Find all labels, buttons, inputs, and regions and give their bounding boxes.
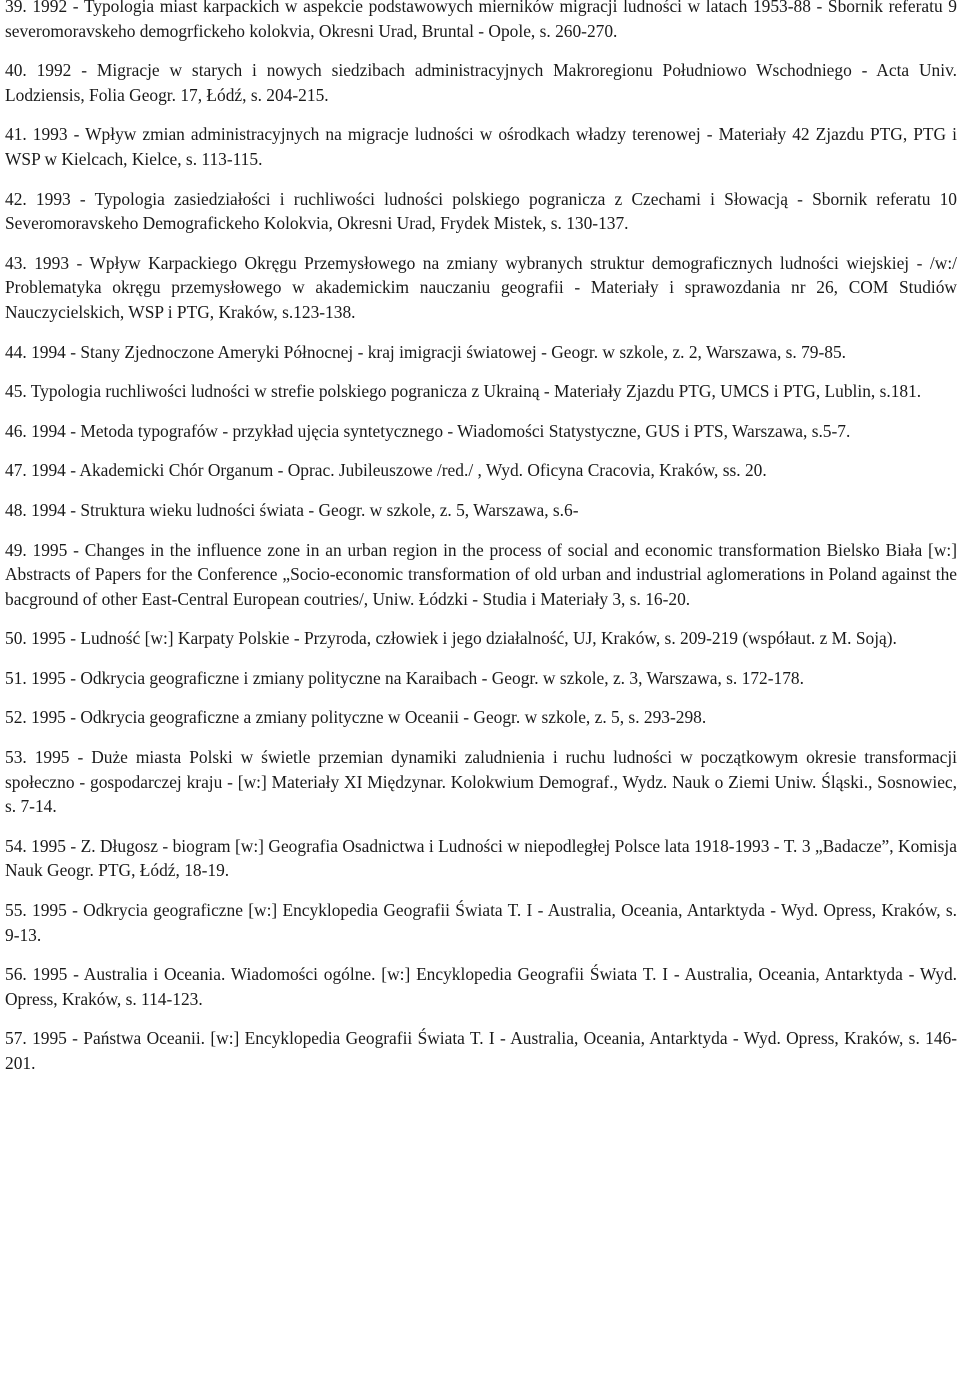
bibliography-entry-48: 48. 1994 - Struktura wieku ludności świata - Geogr. w szkole, z. 5, Warszawa, s.6- xyxy=(5,499,579,520)
bibliography-entry-47: 47. 1994 - Akademicki Chór Organum - Oprac. Jubileuszowe /red./ , Wyd. Oficyna Cracovia, Kraków, ss. 20. xyxy=(5,460,767,481)
bibliography-entry-44: 44. 1994 - Stany Zjednoczone Ameryki Północnej - kraj imigracji światowej - Geogr. w szkole, z. 2, Warszawa, s. 79-85. xyxy=(5,341,847,362)
bibliography-entry-55: 55. 1995 - Odkrycia geograficzne [w:] Encyklopedia Geografii Świata T. I - Australia, Oceania, Antarktyda - Wyd. Opress, Kraków, s. 9-13. xyxy=(5,900,957,945)
bibliography-entry-51: 51. 1995 - Odkrycia geograficzne i zmiany polityczne na Karaibach - Geogr. w szkole, z. 3, Warszawa, s. 172-178. xyxy=(5,667,804,688)
bibliography-entry-42: 42. 1993 - Typologia zasiedziałości i ruchliwości ludności polskiego pogranicza z Czechami i Słowacją - Sbornik referatu 10 Severomoravskeho Demografickeho Kolokvia, Okresni Urad, Frydek Mistek, s. 130-137. xyxy=(5,188,957,234)
bibliography-entry-57: 57. 1995 - Państwa Oceanii. [w:] Encyklopedia Geografii Świata T. I - Australia, Oceania, Antarktyda - Wyd. Opress, Kraków, s. 146-201. xyxy=(5,1028,957,1073)
bibliography-entry-56: 56. 1995 - Australia i Oceania. Wiadomości ogólne. [w:] Encyklopedia Geografii Świata T. I - Australia, Oceania, Antarktyda - Wyd. Opress, Kraków, s. 114-123. xyxy=(5,964,957,1009)
bibliography-entry-49: 49. 1995 - Changes in the influence zone in an urban region in the process of social and economic transformation Bielsko Biała [w:] Abstracts of Papers for the Conference „Socio-economic transformation of old urban and industrial aglomerations in Poland against the bacground of other East-Central European coutries/, Uniw. Łódzki - Studia i Materiały 3, s. 16-20. xyxy=(5,539,957,609)
bibliography-entry-45: 45. Typologia ruchliwości ludności w strefie polskiego pogranicza z Ukrainą - Materiały Zjazdu PTG, UMCS i PTG, Lublin, s.181. xyxy=(5,381,922,402)
bibliography-entry-52: 52. 1995 - Odkrycia geograficzne a zmiany polityczne w Oceanii - Geogr. w szkole, z. 5, s. 293-298. xyxy=(5,707,707,728)
bibliography-entry-54: 54. 1995 - Z. Długosz - biogram [w:] Geografia Osadnictwa i Ludności w niepodległej Polsce lata 1918-1993 - T. 3 „Badacze”, Komisja Nauk Geogr. PTG, Łódź, 18-19. xyxy=(5,835,957,881)
bibliography-entry-43: 43. 1993 - Wpływ Karpackiego Okręgu Przemysłowego na zmiany wybranych struktur demograficznych ludności wiejskiej - /w:/ Problematyka okręgu przemysłowego w akademickim nauczaniu geografii - Materiały i sprawozdania nr 26, COM Studiów Nauczycielskich, WSP i PTG, Kraków, s.123-138. xyxy=(5,252,957,322)
bibliography-entry-41: 41. 1993 - Wpływ zmian administracyjnych na migracje ludności w ośrodkach władzy terenowej - Materiały 42 Zjazdu PTG, PTG i WSP w Kielcach, Kielce, s. 113-115. xyxy=(5,124,957,169)
bibliography-entry-53: 53. 1995 - Duże miasta Polski w świetle przemian dynamiki zaludnienia i ruchu ludności w początkowym okresie transformacji społeczno - gospodarczej kraju - [w:] Materiały XI Międzynar. Kolokwium Demograf., Wydz. Nauk o Ziemi Uniw. Śląski., Sosnowiec, s. 7-14. xyxy=(5,747,957,817)
bibliography-entry-50: 50. 1995 - Ludność [w:] Karpaty Polskie - Przyroda, człowiek i jego działalność, UJ, Kraków, s. 209-219 (współaut. z M. Soją). xyxy=(5,628,897,649)
bibliography-entry-39: 39. 1992 - Typologia miast karpackich w aspekcie podstawowych mierników migracji ludności w latach 1953-88 - Sbornik referatu 9 severomoravskeho demogrfickeho kolokvia, Okresni Urad, Bruntal - Opole, s. 260-270. xyxy=(5,0,957,41)
bibliography-entry-46: 46. 1994 - Metoda typografów - przykład ujęcia syntetycznego - Wiadomości Statystyczne, GUS i PTS, Warszawa, s.5-7. xyxy=(5,420,851,441)
bibliography-entry-40: 40. 1992 - Migracje w starych i nowych siedzibach administracyjnych Makroregionu Południowo Wschodniego - Acta Univ. Lodziensis, Folia Geogr. 17, Łódź, s. 204-215. xyxy=(5,60,957,105)
